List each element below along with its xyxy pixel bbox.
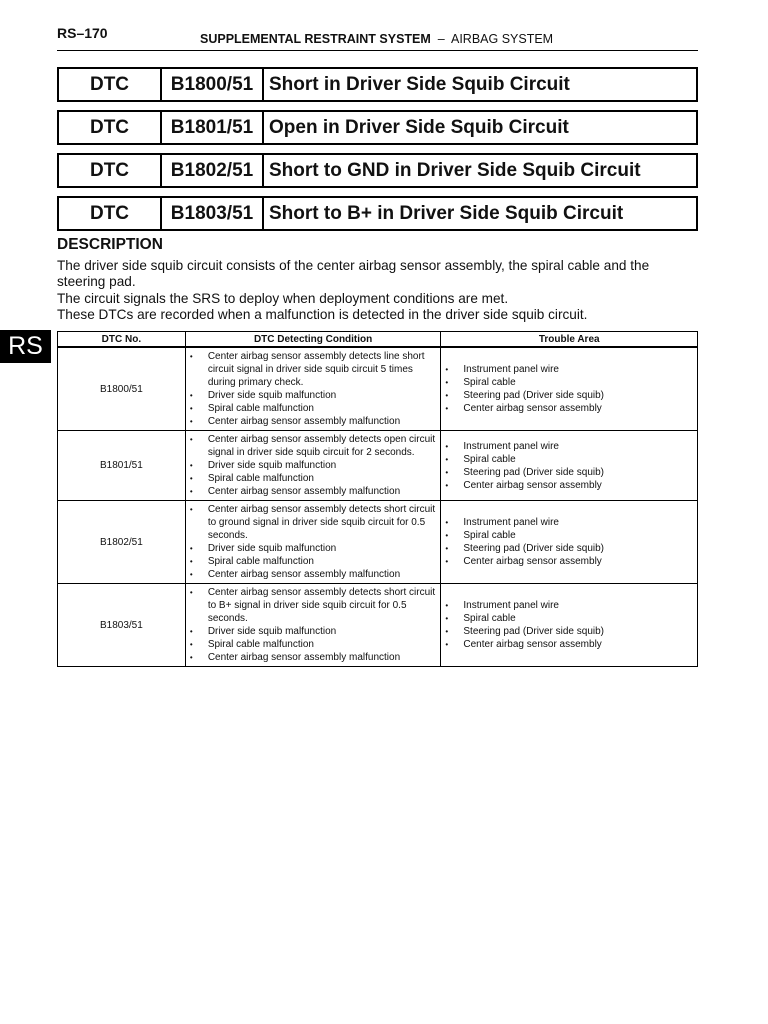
trouble-area-cell (441, 501, 698, 584)
condition-item: • Spiral cable malfunction (190, 402, 437, 415)
trouble-area-item: • Center airbag sensor assembly (445, 402, 693, 415)
trouble-area-item: • Spiral cable (445, 612, 693, 625)
description-paragraph: The driver side squib circuit consists of the center airbag sensor assembly, the spiral cable and the steering pad. (57, 258, 650, 290)
condition-item: • Center airbag sensor assembly detects line short circuit signal in driver side squib circuit 5 times during primary check. (190, 350, 437, 389)
trouble-area-item: • Instrument panel wire (445, 516, 693, 529)
condition-item: • Driver side squib malfunction (190, 542, 437, 555)
dtc-title: Short to B+ in Driver Side Squib Circuit (269, 202, 624, 224)
condition-item: • Driver side squib malfunction (190, 625, 437, 638)
dtc-code: B1803/51 (162, 198, 264, 229)
trouble-area-cell-list (445, 363, 693, 415)
column-header-dtc-no: DTC No. (58, 332, 186, 348)
trouble-area-item: • Instrument panel wire (445, 440, 693, 453)
condition-item: • Center airbag sensor assembly malfunction (190, 651, 437, 664)
header-section: SUPPLEMENTAL RESTRAINT SYSTEM (200, 32, 431, 46)
trouble-area-cell (441, 584, 698, 667)
table-row (58, 431, 698, 501)
description-heading: DESCRIPTION (57, 236, 163, 253)
page-number: RS–170 (57, 25, 108, 41)
trouble-area-cell (441, 431, 698, 501)
trouble-area-item: • Center airbag sensor assembly (445, 555, 693, 568)
column-header-trouble-area: Trouble Area (441, 332, 698, 348)
trouble-area-item: • Spiral cable (445, 453, 693, 466)
table-header-row (58, 332, 698, 348)
trouble-area-item: • Steering pad (Driver side squib) (445, 466, 693, 479)
detecting-condition-cell-list (190, 350, 437, 428)
condition-item: • Center airbag sensor assembly detects short circuit to B+ signal in driver side squib circuit for 0.5 seconds. (190, 586, 437, 625)
dtc-code: B1800/51 (162, 69, 264, 100)
detecting-condition-cell-list (190, 503, 437, 581)
detecting-condition-cell-list (190, 433, 437, 498)
trouble-area-cell-list (445, 516, 693, 568)
trouble-area-item: • Center airbag sensor assembly (445, 479, 693, 492)
description-paragraph: The circuit signals the SRS to deploy when deployment conditions are met. (57, 290, 509, 306)
table-row (58, 347, 698, 431)
detecting-condition-cell (185, 347, 441, 431)
dtc-title: Short to GND in Driver Side Squib Circuit (269, 159, 641, 181)
detecting-condition-cell (185, 431, 441, 501)
column-header-detecting-condition: DTC Detecting Condition (185, 332, 441, 348)
trouble-area-item: • Steering pad (Driver side squib) (445, 389, 693, 402)
dtc-table (57, 331, 698, 667)
detecting-condition-cell (185, 584, 441, 667)
section-tab-rs: RS (0, 330, 51, 363)
trouble-area-item: • Steering pad (Driver side squib) (445, 625, 693, 638)
trouble-area-item: • Instrument panel wire (445, 363, 693, 376)
description-paragraph: These DTCs are recorded when a malfunction is detected in the driver side squib circuit. (57, 306, 588, 322)
condition-item: • Driver side squib malfunction (190, 389, 437, 402)
trouble-area-item: • Instrument panel wire (445, 599, 693, 612)
dtc-label: DTC (59, 155, 162, 186)
dtc-number-cell: B1801/51 (58, 431, 186, 501)
condition-item: • Driver side squib malfunction (190, 459, 437, 472)
trouble-area-item: • Steering pad (Driver side squib) (445, 542, 693, 555)
dtc-number-cell: B1800/51 (58, 347, 186, 431)
detecting-condition-cell-list (190, 586, 437, 664)
condition-item: • Center airbag sensor assembly malfunction (190, 415, 437, 428)
condition-item: • Center airbag sensor assembly detects open circuit signal in driver side squib circuit for 2 seconds. (190, 433, 437, 459)
condition-item: • Center airbag sensor assembly malfunction (190, 568, 437, 581)
header-rule (57, 50, 698, 51)
dtc-title-box (57, 67, 698, 102)
condition-item: • Center airbag sensor assembly detects short circuit to ground signal in driver side squib circuit for 0.5 seconds. (190, 503, 437, 542)
dtc-title: Open in Driver Side Squib Circuit (269, 116, 569, 138)
condition-item: • Spiral cable malfunction (190, 472, 437, 485)
trouble-area-cell-list (445, 599, 693, 651)
dtc-number-cell: B1803/51 (58, 584, 186, 667)
trouble-area-cell-list (445, 440, 693, 492)
trouble-area-item: • Spiral cable (445, 529, 693, 542)
dtc-code: B1802/51 (162, 155, 264, 186)
table-row (58, 584, 698, 667)
condition-item: • Spiral cable malfunction (190, 555, 437, 568)
condition-item: • Center airbag sensor assembly malfunction (190, 485, 437, 498)
dtc-code: B1801/51 (162, 112, 264, 143)
condition-item: • Spiral cable malfunction (190, 638, 437, 651)
dtc-label: DTC (59, 112, 162, 143)
trouble-area-item: • Center airbag sensor assembly (445, 638, 693, 651)
trouble-area-cell (441, 347, 698, 431)
detecting-condition-cell (185, 501, 441, 584)
header-separator: – (437, 32, 445, 46)
dtc-label: DTC (59, 198, 162, 229)
dtc-title: Short in Driver Side Squib Circuit (269, 73, 570, 95)
table-row (58, 501, 698, 584)
description-body (57, 258, 697, 323)
dtc-number-cell: B1802/51 (58, 501, 186, 584)
dtc-title-box (57, 196, 698, 231)
dtc-title-box (57, 110, 698, 145)
header-subsection: AIRBAG SYSTEM (450, 32, 554, 46)
dtc-label: DTC (59, 69, 162, 100)
trouble-area-item: • Spiral cable (445, 376, 693, 389)
dtc-title-box (57, 153, 698, 188)
page-header-title (200, 32, 553, 46)
